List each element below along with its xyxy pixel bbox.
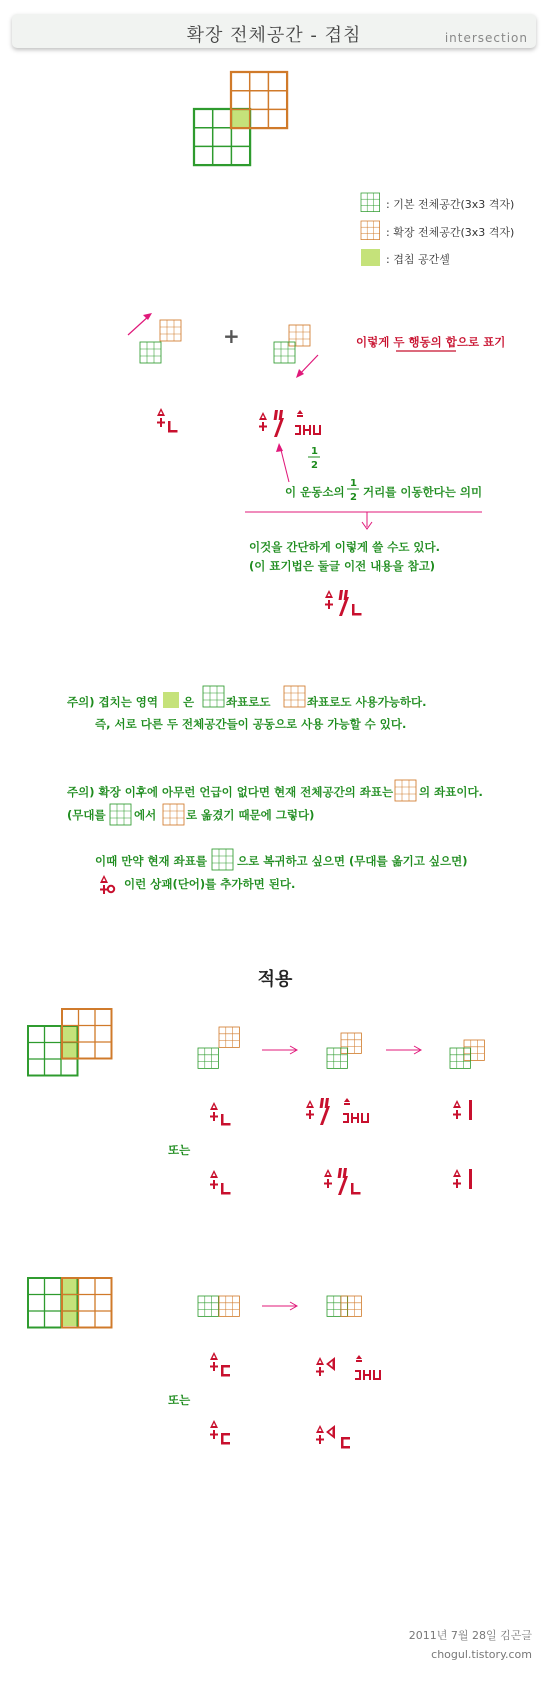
note-orange-grid-icon-3 xyxy=(163,804,184,825)
legend-orange-grid-icon xyxy=(361,221,380,240)
app2-step1-grids xyxy=(198,1296,239,1316)
glyph-basic-left xyxy=(157,408,178,433)
footer-date: 2011년 7월 28일 김곤글 xyxy=(408,1629,532,1642)
meaning-text-after: 거리를 이동한다는 의미 xyxy=(363,485,483,499)
app2-step2-grids xyxy=(327,1296,361,1316)
app1-arrow2 xyxy=(386,1046,421,1054)
legend-green-grid-icon xyxy=(361,193,380,212)
note3-line2: 이런 상괘(단어)를 추가하면 된다. xyxy=(124,877,296,891)
note1-eun: 은 xyxy=(183,695,195,709)
app2-glyph-a xyxy=(210,1352,230,1377)
page-subtitle: intersection xyxy=(444,31,528,45)
app2-glyph-c xyxy=(210,1420,230,1445)
app2-glyph-b xyxy=(316,1355,381,1380)
note2-suffix: 의 좌표이다. xyxy=(419,785,483,799)
note3-prefix: 이때 만약 현재 좌표를 xyxy=(95,854,207,868)
note-overlap-swatch xyxy=(163,692,179,708)
legend-overlap-swatch xyxy=(361,249,380,266)
note1-line2: 즉, 서로 다른 두 전체공간들이 공동으로 사용 가능할 수 있다. xyxy=(95,717,407,731)
pink-arrow-down-left xyxy=(296,355,318,378)
glyph-sum-notation xyxy=(259,410,321,437)
or-label-1: 또는 xyxy=(168,1143,191,1157)
application-title: 적용 xyxy=(257,969,293,990)
footer-site: chogul.tistory.com xyxy=(431,1648,532,1661)
note-green-grid-icon-3 xyxy=(212,849,233,870)
note1-mid: 좌표로도 xyxy=(226,695,271,709)
meaning-text-before: 이 운동소의 xyxy=(285,485,345,499)
fraction-num: 1 xyxy=(311,446,318,457)
app1-glyph-b xyxy=(306,1098,369,1125)
pink-arrow-up-right xyxy=(128,313,152,335)
app2-large-diagram xyxy=(28,1278,112,1328)
note-green-grid-icon-1 xyxy=(203,686,224,707)
note3-suffix: 으로 복귀하고 싶으면 (무대를 옮기고 싶으면) xyxy=(237,854,468,868)
legend-overlap-label: : 겹침 공간셀 xyxy=(386,253,450,266)
note1-end: 좌표로도 사용가능하다. xyxy=(307,695,427,709)
page-title: 확장 전체공간 - 겹침 xyxy=(186,25,362,46)
fraction-den: 2 xyxy=(311,460,318,471)
pair-green-orange-1 xyxy=(140,320,181,363)
glyph-simplified xyxy=(325,590,362,616)
app1-glyph-d xyxy=(210,1170,231,1195)
note2b-prefix: (무대를 xyxy=(67,808,106,822)
app1-step2-grids xyxy=(327,1033,361,1068)
app2-arrow xyxy=(262,1302,297,1310)
svg-text:1: 1 xyxy=(350,478,357,489)
app1-glyph-f xyxy=(453,1169,472,1189)
app1-arrow1 xyxy=(262,1046,297,1054)
glyph-return xyxy=(100,875,114,894)
app1-glyph-e xyxy=(324,1168,361,1195)
app1-step1-grids xyxy=(198,1027,239,1068)
note2b-mid: 에서 xyxy=(134,808,157,822)
legend-basic-label: : 기본 전체공간(3x3 격자) xyxy=(386,198,515,211)
app1-glyph-c xyxy=(453,1100,472,1120)
app1-step3-grids xyxy=(450,1040,484,1068)
note2-prefix: 주의) 확장 이후에 아무런 언급이 없다면 현재 전체공간의 좌표는 xyxy=(67,785,394,799)
note-orange-grid-icon-1 xyxy=(284,686,305,707)
note-orange-grid-icon-2 xyxy=(395,780,416,801)
legend-extended-label: : 확장 전체공간(3x3 격자) xyxy=(386,226,515,239)
pink-arrow-pointer xyxy=(276,443,289,482)
plus-sign: + xyxy=(223,324,240,348)
or-label-2: 또는 xyxy=(168,1393,191,1407)
pair-green-orange-2 xyxy=(274,325,310,363)
app1-glyph-a xyxy=(210,1102,231,1126)
svg-text:2: 2 xyxy=(350,492,357,503)
app2-glyph-d xyxy=(316,1425,350,1449)
app1-large-diagram xyxy=(28,1009,112,1076)
simple-notation-line1: 이것을 간단하게 이렇게 쓸 수도 있다. xyxy=(249,540,441,554)
simple-notation-line2: (이 표기법은 둘글 이전 내용을 참고) xyxy=(249,559,436,573)
note2b-end: 로 옮겼기 때문에 그렇다) xyxy=(186,808,315,822)
note-green-grid-icon-2 xyxy=(110,804,131,825)
note1-prefix: 주의) 겹치는 영역 xyxy=(67,695,159,709)
top-overlap-diagram xyxy=(194,72,287,165)
sum-notation-label: 이렇게 두 행동의 합으로 표기 xyxy=(356,335,506,349)
